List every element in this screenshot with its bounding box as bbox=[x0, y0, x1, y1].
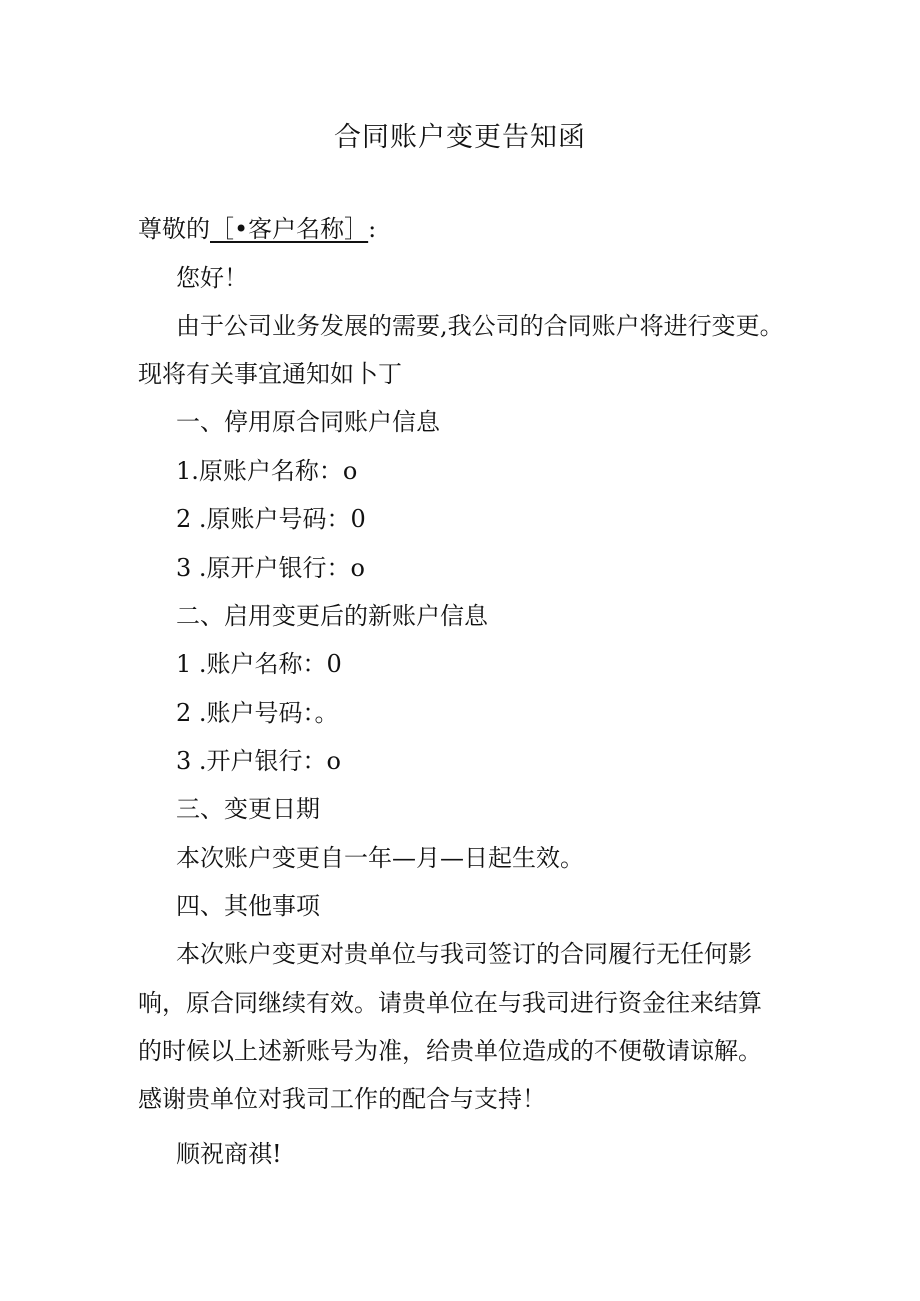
document-title: 合同账户变更告知函 bbox=[334, 122, 586, 153]
section-3-heading: 三、变更日期 bbox=[176, 795, 320, 823]
salutation-colon: : bbox=[368, 215, 377, 243]
other-matters-line-1: 本次账户变更对贵单位与我司签订的合同履行无任何影 bbox=[176, 940, 752, 968]
new-account-number: 2 .账户号码：。 bbox=[176, 699, 339, 727]
intro-line-2: 现将有关事宜通知如卜丁 bbox=[138, 360, 402, 388]
old-bank: 3 .原开户银行：o bbox=[176, 554, 365, 582]
section-4-heading: 四、其他事项 bbox=[176, 892, 320, 920]
old-account-number: 2 .原账户号码：0 bbox=[176, 505, 366, 533]
other-matters-line-4: 感谢贵单位对我司工作的配合与支持！ bbox=[138, 1085, 546, 1113]
salutation bbox=[138, 212, 376, 246]
new-account-name: 1 .账户名称：0 bbox=[176, 650, 342, 678]
old-account-name: 1.原账户名称：o bbox=[176, 457, 358, 485]
client-name-placeholder: ［•客户名称］ bbox=[210, 215, 369, 243]
salutation-prefix: 尊敬的 bbox=[138, 215, 210, 243]
intro-line-1: 由于公司业务发展的需要,我公司的合同账户将进行变更。 bbox=[176, 312, 784, 340]
effective-date-text: 本次账户变更自一年—月—日起生效。 bbox=[176, 844, 584, 872]
new-bank: 3 .开户银行：o bbox=[176, 747, 341, 775]
other-matters-line-3: 的时候以上述新账号为准，给贵单位造成的不便敬请谅解。 bbox=[138, 1037, 762, 1065]
section-2-heading: 二、启用变更后的新账户信息 bbox=[176, 602, 488, 630]
greeting: 您好！ bbox=[176, 264, 248, 292]
closing-line: 顺祝商祺! bbox=[176, 1140, 282, 1168]
other-matters-line-2: 响，原合同继续有效。请贵单位在与我司进行资金往来结算 bbox=[138, 989, 762, 1017]
section-1-heading: 一、停用原合同账户信息 bbox=[176, 408, 440, 436]
